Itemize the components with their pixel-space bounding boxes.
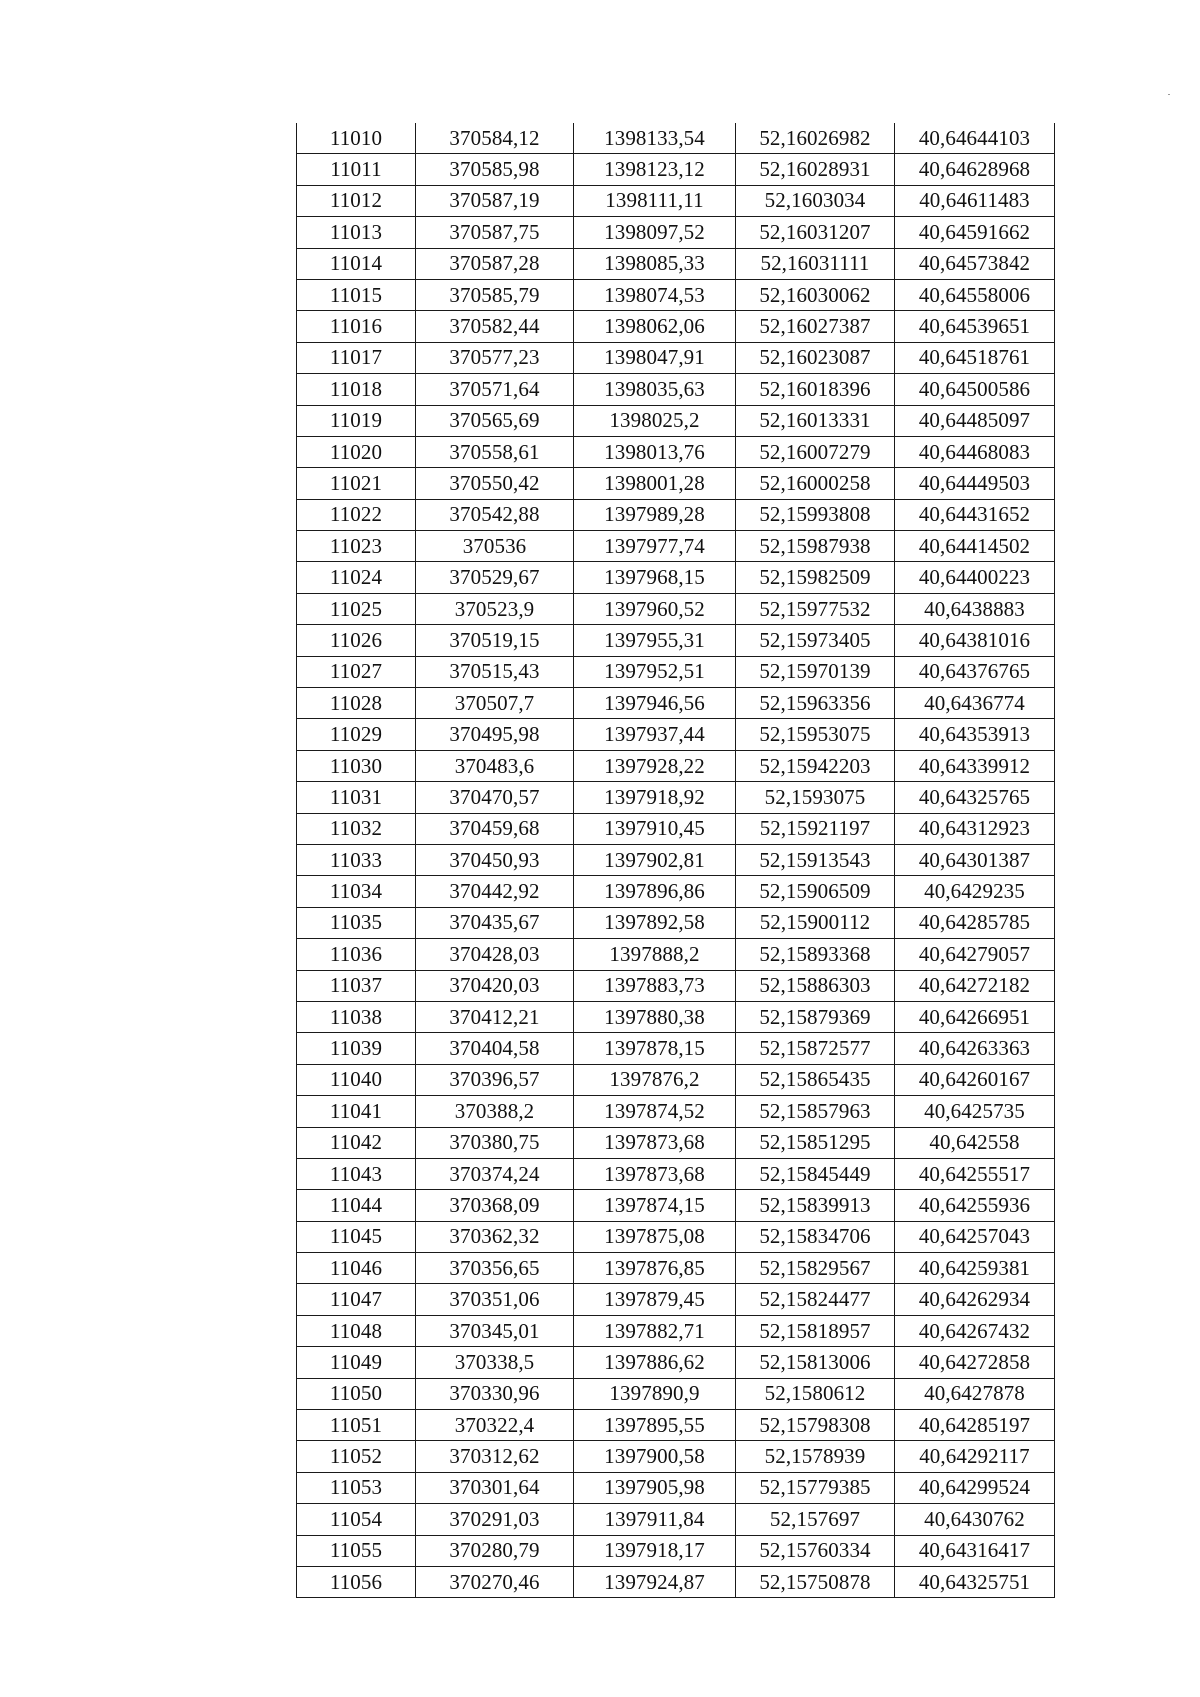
y-coordinate-cell: 1397874,15 [574,1190,736,1221]
table-row [297,374,1055,405]
table-row [297,1472,1055,1503]
x-coordinate-cell: 370322,4 [416,1410,574,1441]
longitude-cell: 40,64263363 [895,1033,1055,1064]
point-number-cell: 11035 [297,907,416,938]
y-coordinate-cell: 1398062,06 [574,311,736,342]
longitude-cell: 40,6430762 [895,1504,1055,1535]
point-number-cell: 11053 [297,1472,416,1503]
latitude-cell: 52,15760334 [736,1535,895,1566]
latitude-cell: 52,15900112 [736,907,895,938]
latitude-cell: 52,15798308 [736,1410,895,1441]
longitude-cell: 40,6425735 [895,1096,1055,1127]
table-row [297,499,1055,530]
table-row [297,562,1055,593]
x-coordinate-cell: 370356,65 [416,1253,574,1284]
x-coordinate-cell: 370584,12 [416,123,574,154]
longitude-cell: 40,64449503 [895,468,1055,499]
longitude-cell: 40,6429235 [895,876,1055,907]
table-row [297,782,1055,813]
longitude-cell: 40,64325751 [895,1566,1055,1597]
table-row [297,1284,1055,1315]
longitude-cell: 40,6427878 [895,1378,1055,1409]
table-row [297,1064,1055,1095]
scan-speck [1168,94,1170,95]
y-coordinate-cell: 1397989,28 [574,499,736,530]
point-number-cell: 11046 [297,1253,416,1284]
x-coordinate-cell: 370585,79 [416,279,574,310]
longitude-cell: 40,64267432 [895,1315,1055,1346]
x-coordinate-cell: 370450,93 [416,844,574,875]
point-number-cell: 11033 [297,844,416,875]
x-coordinate-cell: 370396,57 [416,1064,574,1095]
y-coordinate-cell: 1397878,15 [574,1033,736,1064]
x-coordinate-cell: 370404,58 [416,1033,574,1064]
longitude-cell: 40,64611483 [895,185,1055,216]
y-coordinate-cell: 1397968,15 [574,562,736,593]
y-coordinate-cell: 1397886,62 [574,1347,736,1378]
x-coordinate-cell: 370495,98 [416,719,574,750]
longitude-cell: 40,6436774 [895,688,1055,719]
point-number-cell: 11018 [297,374,416,405]
latitude-cell: 52,15906509 [736,876,895,907]
point-number-cell: 11039 [297,1033,416,1064]
y-coordinate-cell: 1397937,44 [574,719,736,750]
y-coordinate-cell: 1397883,73 [574,970,736,1001]
point-number-cell: 11013 [297,217,416,248]
latitude-cell: 52,15824477 [736,1284,895,1315]
latitude-cell: 52,1593075 [736,782,895,813]
y-coordinate-cell: 1398047,91 [574,342,736,373]
longitude-cell: 40,64518761 [895,342,1055,373]
x-coordinate-cell: 370529,67 [416,562,574,593]
longitude-cell: 40,64259381 [895,1253,1055,1284]
x-coordinate-cell: 370330,96 [416,1378,574,1409]
latitude-cell: 52,16027387 [736,311,895,342]
latitude-cell: 52,15982509 [736,562,895,593]
x-coordinate-cell: 370542,88 [416,499,574,530]
x-coordinate-cell: 370374,24 [416,1158,574,1189]
table-row [297,1347,1055,1378]
table-row [297,311,1055,342]
x-coordinate-cell: 370380,75 [416,1127,574,1158]
y-coordinate-cell: 1397876,2 [574,1064,736,1095]
y-coordinate-cell: 1397882,71 [574,1315,736,1346]
point-number-cell: 11032 [297,813,416,844]
longitude-cell: 40,64591662 [895,217,1055,248]
point-number-cell: 11011 [297,154,416,185]
longitude-cell: 40,64400223 [895,562,1055,593]
longitude-cell: 40,64539651 [895,311,1055,342]
x-coordinate-cell: 370362,32 [416,1221,574,1252]
y-coordinate-cell: 1397952,51 [574,656,736,687]
y-coordinate-cell: 1397879,45 [574,1284,736,1315]
point-number-cell: 11021 [297,468,416,499]
latitude-cell: 52,15993808 [736,499,895,530]
y-coordinate-cell: 1397900,58 [574,1441,736,1472]
latitude-cell: 52,16000258 [736,468,895,499]
y-coordinate-cell: 1397910,45 [574,813,736,844]
x-coordinate-cell: 370351,06 [416,1284,574,1315]
longitude-cell: 40,64312923 [895,813,1055,844]
x-coordinate-cell: 370587,75 [416,217,574,248]
longitude-cell: 40,64431652 [895,499,1055,530]
x-coordinate-cell: 370270,46 [416,1566,574,1597]
latitude-cell: 52,15987938 [736,531,895,562]
point-number-cell: 11056 [297,1566,416,1597]
y-coordinate-cell: 1397876,85 [574,1253,736,1284]
x-coordinate-cell: 370435,67 [416,907,574,938]
y-coordinate-cell: 1398123,12 [574,154,736,185]
latitude-cell: 52,15921197 [736,813,895,844]
longitude-cell: 40,64272858 [895,1347,1055,1378]
latitude-cell: 52,15813006 [736,1347,895,1378]
y-coordinate-cell: 1397890,9 [574,1378,736,1409]
latitude-cell: 52,16030062 [736,279,895,310]
latitude-cell: 52,15963356 [736,688,895,719]
longitude-cell: 40,64644103 [895,123,1055,154]
table-row [297,1158,1055,1189]
point-number-cell: 11014 [297,248,416,279]
table-row [297,593,1055,624]
longitude-cell: 40,64376765 [895,656,1055,687]
latitude-cell: 52,15879369 [736,1001,895,1032]
x-coordinate-cell: 370338,5 [416,1347,574,1378]
y-coordinate-cell: 1397918,92 [574,782,736,813]
latitude-cell: 52,15953075 [736,719,895,750]
latitude-cell: 52,15834706 [736,1221,895,1252]
x-coordinate-cell: 370565,69 [416,405,574,436]
latitude-cell: 52,1603034 [736,185,895,216]
latitude-cell: 52,16031111 [736,248,895,279]
x-coordinate-cell: 370550,42 [416,468,574,499]
longitude-cell: 40,64381016 [895,625,1055,656]
table-row [297,405,1055,436]
longitude-cell: 40,64285785 [895,907,1055,938]
table-row [297,719,1055,750]
x-coordinate-cell: 370312,62 [416,1441,574,1472]
latitude-cell: 52,16023087 [736,342,895,373]
table-row [297,1033,1055,1064]
point-number-cell: 11037 [297,970,416,1001]
longitude-cell: 40,642558 [895,1127,1055,1158]
point-number-cell: 11019 [297,405,416,436]
y-coordinate-cell: 1397873,68 [574,1158,736,1189]
latitude-cell: 52,15886303 [736,970,895,1001]
point-number-cell: 11034 [297,876,416,907]
x-coordinate-cell: 370577,23 [416,342,574,373]
x-coordinate-cell: 370291,03 [416,1504,574,1535]
longitude-cell: 40,64279057 [895,939,1055,970]
latitude-cell: 52,15845449 [736,1158,895,1189]
latitude-cell: 52,16013331 [736,405,895,436]
table-row [297,531,1055,562]
latitude-cell: 52,15977532 [736,593,895,624]
longitude-cell: 40,6438883 [895,593,1055,624]
point-number-cell: 11030 [297,750,416,781]
point-number-cell: 11048 [297,1315,416,1346]
x-coordinate-cell: 370587,28 [416,248,574,279]
longitude-cell: 40,64301387 [895,844,1055,875]
latitude-cell: 52,15913543 [736,844,895,875]
table-row [297,248,1055,279]
point-number-cell: 11016 [297,311,416,342]
longitude-cell: 40,64292117 [895,1441,1055,1472]
y-coordinate-cell: 1397955,31 [574,625,736,656]
x-coordinate-cell: 370585,98 [416,154,574,185]
x-coordinate-cell: 370507,7 [416,688,574,719]
point-number-cell: 11017 [297,342,416,373]
latitude-cell: 52,15865435 [736,1064,895,1095]
point-number-cell: 11015 [297,279,416,310]
latitude-cell: 52,1580612 [736,1378,895,1409]
longitude-cell: 40,64485097 [895,405,1055,436]
y-coordinate-cell: 1397918,17 [574,1535,736,1566]
y-coordinate-cell: 1397880,38 [574,1001,736,1032]
y-coordinate-cell: 1397875,08 [574,1221,736,1252]
y-coordinate-cell: 1397874,52 [574,1096,736,1127]
table-row [297,279,1055,310]
point-number-cell: 11026 [297,625,416,656]
longitude-cell: 40,64414502 [895,531,1055,562]
latitude-cell: 52,15973405 [736,625,895,656]
point-number-cell: 11052 [297,1441,416,1472]
y-coordinate-cell: 1397873,68 [574,1127,736,1158]
y-coordinate-cell: 1398097,52 [574,217,736,248]
y-coordinate-cell: 1397924,87 [574,1566,736,1597]
x-coordinate-cell: 370536 [416,531,574,562]
table-row [297,1096,1055,1127]
y-coordinate-cell: 1398085,33 [574,248,736,279]
x-coordinate-cell: 370571,64 [416,374,574,405]
table-row [297,217,1055,248]
latitude-cell: 52,15872577 [736,1033,895,1064]
table-row [297,1127,1055,1158]
table-row [297,468,1055,499]
latitude-cell: 52,157697 [736,1504,895,1535]
x-coordinate-cell: 370582,44 [416,311,574,342]
point-number-cell: 11049 [297,1347,416,1378]
latitude-cell: 52,15839913 [736,1190,895,1221]
y-coordinate-cell: 1398025,2 [574,405,736,436]
y-coordinate-cell: 1398111,11 [574,185,736,216]
x-coordinate-cell: 370519,15 [416,625,574,656]
longitude-cell: 40,64353913 [895,719,1055,750]
table-row [297,750,1055,781]
latitude-cell: 52,15750878 [736,1566,895,1597]
point-number-cell: 11047 [297,1284,416,1315]
point-number-cell: 11036 [297,939,416,970]
table-row [297,970,1055,1001]
latitude-cell: 52,15857963 [736,1096,895,1127]
longitude-cell: 40,64272182 [895,970,1055,1001]
table-row [297,1441,1055,1472]
table-row [297,1253,1055,1284]
latitude-cell: 52,15893368 [736,939,895,970]
point-number-cell: 11028 [297,688,416,719]
point-number-cell: 11025 [297,593,416,624]
x-coordinate-cell: 370412,21 [416,1001,574,1032]
x-coordinate-cell: 370587,19 [416,185,574,216]
point-number-cell: 11055 [297,1535,416,1566]
x-coordinate-cell: 370523,9 [416,593,574,624]
latitude-cell: 52,15818957 [736,1315,895,1346]
x-coordinate-cell: 370442,92 [416,876,574,907]
point-number-cell: 11029 [297,719,416,750]
y-coordinate-cell: 1398035,63 [574,374,736,405]
y-coordinate-cell: 1397905,98 [574,1472,736,1503]
table-row [297,1504,1055,1535]
point-number-cell: 11024 [297,562,416,593]
table-row [297,656,1055,687]
y-coordinate-cell: 1398013,76 [574,436,736,467]
table-row [297,1190,1055,1221]
table-row [297,1410,1055,1441]
y-coordinate-cell: 1397902,81 [574,844,736,875]
longitude-cell: 40,64255936 [895,1190,1055,1221]
point-number-cell: 11038 [297,1001,416,1032]
x-coordinate-cell: 370420,03 [416,970,574,1001]
x-coordinate-cell: 370483,6 [416,750,574,781]
table-row [297,185,1055,216]
point-number-cell: 11010 [297,123,416,154]
latitude-cell: 52,15942203 [736,750,895,781]
point-number-cell: 11043 [297,1158,416,1189]
y-coordinate-cell: 1397888,2 [574,939,736,970]
x-coordinate-cell: 370301,64 [416,1472,574,1503]
table-row [297,625,1055,656]
table-row [297,813,1055,844]
longitude-cell: 40,64299524 [895,1472,1055,1503]
x-coordinate-cell: 370558,61 [416,436,574,467]
table-row [297,907,1055,938]
x-coordinate-cell: 370428,03 [416,939,574,970]
table-row [297,1566,1055,1597]
x-coordinate-cell: 370515,43 [416,656,574,687]
y-coordinate-cell: 1398001,28 [574,468,736,499]
longitude-cell: 40,64325765 [895,782,1055,813]
table-row [297,342,1055,373]
latitude-cell: 52,16028931 [736,154,895,185]
table-row [297,939,1055,970]
point-number-cell: 11050 [297,1378,416,1409]
longitude-cell: 40,64339912 [895,750,1055,781]
latitude-cell: 52,15851295 [736,1127,895,1158]
y-coordinate-cell: 1397928,22 [574,750,736,781]
latitude-cell: 52,15779385 [736,1472,895,1503]
point-number-cell: 11045 [297,1221,416,1252]
latitude-cell: 52,16018396 [736,374,895,405]
table-row [297,876,1055,907]
y-coordinate-cell: 1397892,58 [574,907,736,938]
latitude-cell: 52,16031207 [736,217,895,248]
table-row [297,436,1055,467]
table-row [297,1535,1055,1566]
longitude-cell: 40,64628968 [895,154,1055,185]
y-coordinate-cell: 1398074,53 [574,279,736,310]
table-row [297,123,1055,154]
x-coordinate-cell: 370459,68 [416,813,574,844]
y-coordinate-cell: 1398133,54 [574,123,736,154]
point-number-cell: 11020 [297,436,416,467]
point-number-cell: 11023 [297,531,416,562]
latitude-cell: 52,15970139 [736,656,895,687]
table-row [297,844,1055,875]
latitude-cell: 52,1578939 [736,1441,895,1472]
longitude-cell: 40,64316417 [895,1535,1055,1566]
longitude-cell: 40,64285197 [895,1410,1055,1441]
y-coordinate-cell: 1397960,52 [574,593,736,624]
point-number-cell: 11051 [297,1410,416,1441]
longitude-cell: 40,64257043 [895,1221,1055,1252]
y-coordinate-cell: 1397896,86 [574,876,736,907]
point-number-cell: 11041 [297,1096,416,1127]
table-row [297,1221,1055,1252]
latitude-cell: 52,15829567 [736,1253,895,1284]
table-row [297,1001,1055,1032]
longitude-cell: 40,64573842 [895,248,1055,279]
x-coordinate-cell: 370470,57 [416,782,574,813]
longitude-cell: 40,64468083 [895,436,1055,467]
x-coordinate-cell: 370368,09 [416,1190,574,1221]
point-number-cell: 11027 [297,656,416,687]
latitude-cell: 52,16007279 [736,436,895,467]
table-row [297,1315,1055,1346]
x-coordinate-cell: 370388,2 [416,1096,574,1127]
latitude-cell: 52,16026982 [736,123,895,154]
table-row [297,688,1055,719]
longitude-cell: 40,64255517 [895,1158,1055,1189]
point-number-cell: 11012 [297,185,416,216]
y-coordinate-cell: 1397946,56 [574,688,736,719]
point-number-cell: 11044 [297,1190,416,1221]
longitude-cell: 40,64500586 [895,374,1055,405]
y-coordinate-cell: 1397977,74 [574,531,736,562]
longitude-cell: 40,64262934 [895,1284,1055,1315]
longitude-cell: 40,64558006 [895,279,1055,310]
coordinates-table [296,123,1055,1598]
table-row [297,154,1055,185]
coordinates-table-body [297,123,1055,1598]
table-row [297,1378,1055,1409]
longitude-cell: 40,64260167 [895,1064,1055,1095]
point-number-cell: 11054 [297,1504,416,1535]
longitude-cell: 40,64266951 [895,1001,1055,1032]
point-number-cell: 11022 [297,499,416,530]
y-coordinate-cell: 1397895,55 [574,1410,736,1441]
point-number-cell: 11042 [297,1127,416,1158]
x-coordinate-cell: 370280,79 [416,1535,574,1566]
point-number-cell: 11031 [297,782,416,813]
x-coordinate-cell: 370345,01 [416,1315,574,1346]
point-number-cell: 11040 [297,1064,416,1095]
y-coordinate-cell: 1397911,84 [574,1504,736,1535]
